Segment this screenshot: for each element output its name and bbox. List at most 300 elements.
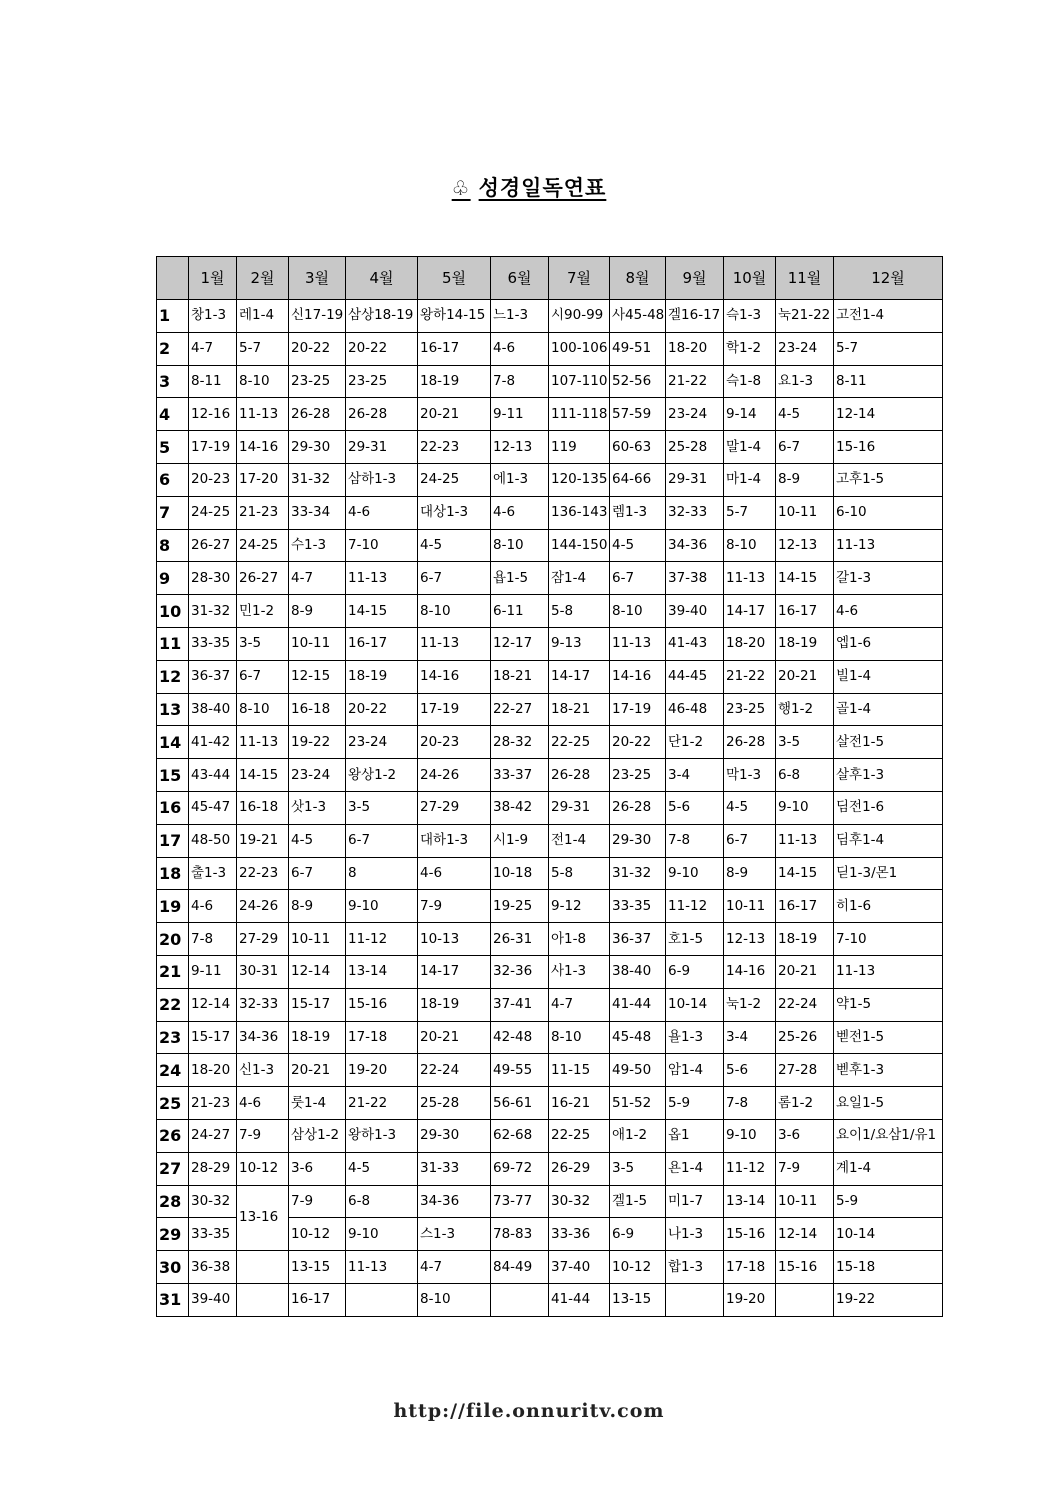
day-number: 26: [157, 1119, 189, 1152]
reading-cell: 말1-4: [724, 431, 776, 464]
reading-cell: 27-29: [237, 923, 289, 956]
title-wrapper: [452, 176, 607, 200]
reading-cell: 15-17: [289, 988, 346, 1021]
day-row: [157, 890, 943, 923]
footer-url: http://file.onnuritv.com: [393, 1400, 665, 1422]
reading-cell: 23-25: [610, 759, 666, 792]
reading-cell: 4-5: [289, 824, 346, 857]
reading-cell: 잠1-4: [549, 562, 610, 595]
reading-cell: 4-5: [776, 398, 834, 431]
day-number: 31: [157, 1283, 189, 1316]
day-number: 16: [157, 791, 189, 824]
reading-cell: 15-16: [776, 1251, 834, 1284]
day-number: 22: [157, 988, 189, 1021]
reading-cell: 6-7: [237, 660, 289, 693]
reading-cell: 6-7: [610, 562, 666, 595]
reading-cell: 8-10: [237, 365, 289, 398]
reading-cell: 100-106: [549, 332, 610, 365]
day-row: [157, 824, 943, 857]
reading-cell: 9-11: [189, 955, 237, 988]
reading-cell: 39-40: [189, 1283, 237, 1316]
reading-cell: 42-48: [491, 1021, 549, 1054]
reading-cell: 5-7: [237, 332, 289, 365]
reading-cell: 9-10: [346, 890, 418, 923]
reading-cell: 23-24: [289, 759, 346, 792]
reading-cell: 9-11: [491, 398, 549, 431]
reading-cell: 7-8: [491, 365, 549, 398]
reading-cell: 22-23: [418, 431, 491, 464]
reading-cell: 6-7: [724, 824, 776, 857]
reading-cell: 합1-3: [666, 1251, 724, 1284]
page-title: [0, 172, 1058, 202]
reading-cell: 33-35: [610, 890, 666, 923]
reading-cell: 3-6: [776, 1119, 834, 1152]
day-number: 4: [157, 398, 189, 431]
reading-cell: 41-43: [666, 627, 724, 660]
reading-cell: 26-27: [237, 562, 289, 595]
reading-cell: 8: [346, 857, 418, 890]
reading-cell: 31-32: [189, 595, 237, 628]
reading-cell: 30-31: [237, 955, 289, 988]
day-row: [157, 1251, 943, 1284]
reading-cell: 26-27: [189, 529, 237, 562]
reading-cell: 사45-48: [610, 300, 666, 333]
reading-cell: 사1-3: [549, 955, 610, 988]
reading-cell: 57-59: [610, 398, 666, 431]
reading-cell: 19-21: [237, 824, 289, 857]
reading-cell: 18-19: [776, 627, 834, 660]
reading-cell: 22-27: [491, 693, 549, 726]
reading-cell: 23-25: [346, 365, 418, 398]
reading-cell: 11-12: [724, 1152, 776, 1185]
reading-cell: 11-12: [666, 890, 724, 923]
reading-cell: 9-14: [724, 398, 776, 431]
reading-cell: 31-32: [610, 857, 666, 890]
reading-cell: 28-29: [189, 1152, 237, 1185]
reading-cell: 18-19: [776, 923, 834, 956]
reading-cell: 11-13: [776, 824, 834, 857]
month-header: 3월: [289, 257, 346, 300]
month-header: 1월: [189, 257, 237, 300]
reading-cell: 23-25: [289, 365, 346, 398]
reading-cell: 62-68: [491, 1119, 549, 1152]
reading-cell: 신17-19: [289, 300, 346, 333]
reading-cell: 14-15: [776, 857, 834, 890]
reading-cell: 69-72: [491, 1152, 549, 1185]
day-row: [157, 923, 943, 956]
reading-cell: 살전1-5: [834, 726, 943, 759]
reading-cell: 10-11: [724, 890, 776, 923]
reading-cell: 20-22: [346, 332, 418, 365]
reading-cell: 144-150: [549, 529, 610, 562]
day-number: 20: [157, 923, 189, 956]
reading-cell: 32-33: [666, 496, 724, 529]
reading-cell: 26-28: [610, 791, 666, 824]
reading-cell: 7-9: [418, 890, 491, 923]
reading-cell: 12-13: [776, 529, 834, 562]
reading-cell: 왕하1-3: [346, 1119, 418, 1152]
reading-cell: 26-28: [549, 759, 610, 792]
reading-cell: 4-5: [346, 1152, 418, 1185]
reading-cell: 13-15: [289, 1251, 346, 1284]
reading-cell: 38-40: [189, 693, 237, 726]
reading-cell: 27-29: [418, 791, 491, 824]
reading-cell: 38-40: [610, 955, 666, 988]
day-row: [157, 660, 943, 693]
reading-cell: 12-13: [724, 923, 776, 956]
reading-cell: 25-28: [418, 1087, 491, 1120]
reading-cell: 31-33: [418, 1152, 491, 1185]
reading-cell: 5-7: [724, 496, 776, 529]
reading-cell: 12-17: [491, 627, 549, 660]
day-number: 15: [157, 759, 189, 792]
reading-cell: [491, 1283, 549, 1316]
reading-cell: 10-12: [289, 1218, 346, 1251]
reading-cell: [237, 1251, 289, 1284]
reading-cell: 욥1-5: [491, 562, 549, 595]
reading-cell: 7-9: [776, 1152, 834, 1185]
day-row: [157, 1283, 943, 1316]
month-header: 8월: [610, 257, 666, 300]
day-number: 24: [157, 1054, 189, 1087]
day-row: [157, 1185, 943, 1218]
reading-cell: 20-21: [418, 398, 491, 431]
day-row: [157, 1152, 943, 1185]
month-header: 4월: [346, 257, 418, 300]
reading-cell: 5-6: [724, 1054, 776, 1087]
reading-cell: 17-18: [346, 1021, 418, 1054]
reading-cell: 에1-3: [491, 463, 549, 496]
day-row: [157, 1119, 943, 1152]
day-number: 3: [157, 365, 189, 398]
reading-cell: 출1-3: [189, 857, 237, 890]
reading-cell: 6-9: [610, 1218, 666, 1251]
reading-cell: 18-20: [666, 332, 724, 365]
reading-cell: 겔16-17: [666, 300, 724, 333]
reading-cell: 107-110: [549, 365, 610, 398]
reading-cell: 56-61: [491, 1087, 549, 1120]
reading-cell: 4-7: [549, 988, 610, 1021]
reading-cell: 34-36: [418, 1185, 491, 1218]
month-header: 5월: [418, 257, 491, 300]
corner-cell: [157, 257, 189, 300]
reading-cell: 롬1-2: [776, 1087, 834, 1120]
reading-cell: 6-7: [289, 857, 346, 890]
reading-cell: 행1-2: [776, 693, 834, 726]
reading-cell: 21-22: [724, 660, 776, 693]
reading-cell: 25-28: [666, 431, 724, 464]
reading-cell: 시90-99: [549, 300, 610, 333]
reading-cell: 느1-3: [491, 300, 549, 333]
reading-cell: 18-19: [418, 365, 491, 398]
reading-cell: 18-21: [549, 693, 610, 726]
reading-cell: 10-18: [491, 857, 549, 890]
reading-cell: 20-21: [776, 955, 834, 988]
reading-cell: 20-22: [346, 693, 418, 726]
day-row: [157, 791, 943, 824]
reading-cell: 24-26: [418, 759, 491, 792]
reading-cell: 4-6: [346, 496, 418, 529]
reading-cell: 38-42: [491, 791, 549, 824]
reading-cell: 3-6: [289, 1152, 346, 1185]
reading-cell: 13-14: [724, 1185, 776, 1218]
reading-cell: 26-28: [346, 398, 418, 431]
reading-cell: 3-5: [237, 627, 289, 660]
reading-cell: 13-14: [346, 955, 418, 988]
reading-cell: 26-28: [289, 398, 346, 431]
reading-cell: 16-17: [289, 1283, 346, 1316]
day-row: [157, 1021, 943, 1054]
reading-cell: 갈1-3: [834, 562, 943, 595]
reading-cell: 120-135: [549, 463, 610, 496]
reading-cell: 4-7: [189, 332, 237, 365]
reading-cell: 11-13: [237, 398, 289, 431]
reading-cell: 3-4: [724, 1021, 776, 1054]
reading-cell: 34-36: [237, 1021, 289, 1054]
reading-cell: 20-22: [610, 726, 666, 759]
day-row: [157, 595, 943, 628]
reading-cell: 3-5: [776, 726, 834, 759]
reading-cell: 4-6: [189, 890, 237, 923]
reading-cell: 11-13: [418, 627, 491, 660]
reading-cell: 20-22: [289, 332, 346, 365]
reading-cell: [237, 1283, 289, 1316]
reading-cell: 신1-3: [237, 1054, 289, 1087]
reading-cell: 27-28: [776, 1054, 834, 1087]
reading-cell: 29-31: [666, 463, 724, 496]
reading-cell: 8-10: [610, 595, 666, 628]
reading-cell: 6-9: [666, 955, 724, 988]
reading-cell: 9-10: [724, 1119, 776, 1152]
reading-cell: 15-16: [724, 1218, 776, 1251]
reading-cell: 39-40: [666, 595, 724, 628]
day-number: 25: [157, 1087, 189, 1120]
month-header: 7월: [549, 257, 610, 300]
day-row: [157, 759, 943, 792]
reading-cell: 16-21: [549, 1087, 610, 1120]
reading-cell: 요일1-5: [834, 1087, 943, 1120]
reading-cell: 20-23: [418, 726, 491, 759]
reading-cell: 33-35: [189, 627, 237, 660]
reading-cell: 21-23: [237, 496, 289, 529]
reading-cell: 7-8: [189, 923, 237, 956]
reading-cell: 37-41: [491, 988, 549, 1021]
reading-cell: 45-48: [610, 1021, 666, 1054]
reading-cell: 34-36: [666, 529, 724, 562]
reading-cell: 5-8: [549, 857, 610, 890]
reading-cell: 12-14: [189, 988, 237, 1021]
reading-cell: 12-15: [289, 660, 346, 693]
reading-cell: 22-23: [237, 857, 289, 890]
day-row: [157, 398, 943, 431]
reading-cell: 73-77: [491, 1185, 549, 1218]
day-row: [157, 726, 943, 759]
reading-cell: [666, 1283, 724, 1316]
reading-cell: 10-14: [834, 1218, 943, 1251]
reading-cell: 6-7: [418, 562, 491, 595]
reading-cell: 4-6: [491, 332, 549, 365]
reading-cell: 119: [549, 431, 610, 464]
reading-cell: 18-19: [289, 1021, 346, 1054]
reading-cell: 29-31: [549, 791, 610, 824]
reading-cell: 3-5: [610, 1152, 666, 1185]
day-number: 21: [157, 955, 189, 988]
reading-cell: 벧후1-3: [834, 1054, 943, 1087]
reading-cell: 딤전1-6: [834, 791, 943, 824]
reading-cell: 49-51: [610, 332, 666, 365]
reading-cell: 8-9: [289, 890, 346, 923]
reading-cell: 41-44: [549, 1283, 610, 1316]
reading-cell: 8-10: [418, 1283, 491, 1316]
month-header: 2월: [237, 257, 289, 300]
reading-cell: 23-24: [776, 332, 834, 365]
header-row: [157, 257, 943, 300]
reading-cell: 요이1/요삼1/유1: [834, 1119, 943, 1152]
title-text: 성경일독연표: [478, 176, 607, 200]
reading-cell: 23-24: [346, 726, 418, 759]
reading-cell: 9-13: [549, 627, 610, 660]
reading-cell: 24-25: [189, 496, 237, 529]
reading-cell: 51-52: [610, 1087, 666, 1120]
reading-cell: 43-44: [189, 759, 237, 792]
day-row: [157, 332, 943, 365]
reading-cell: 단1-2: [666, 726, 724, 759]
reading-cell: [776, 1283, 834, 1316]
reading-cell: 64-66: [610, 463, 666, 496]
day-row: [157, 496, 943, 529]
reading-cell: 16-17: [346, 627, 418, 660]
reading-cell: 22-25: [549, 1119, 610, 1152]
reading-cell: 빌1-4: [834, 660, 943, 693]
reading-cell: 33-36: [549, 1218, 610, 1251]
reading-cell: 19-20: [724, 1283, 776, 1316]
day-number: 17: [157, 824, 189, 857]
reading-cell: 슥1-3: [724, 300, 776, 333]
day-number: 12: [157, 660, 189, 693]
reading-cell: 약1-5: [834, 988, 943, 1021]
reading-cell: 12-14: [834, 398, 943, 431]
reading-cell: 아1-8: [549, 923, 610, 956]
day-number: 13: [157, 693, 189, 726]
month-header: 10월: [724, 257, 776, 300]
reading-cell: 스1-3: [418, 1218, 491, 1251]
reading-cell: 10-13: [418, 923, 491, 956]
reading-cell: 11-13: [834, 529, 943, 562]
reading-cell: 16-17: [776, 890, 834, 923]
reading-cell: 6-8: [346, 1185, 418, 1218]
reading-cell: 수1-3: [289, 529, 346, 562]
day-number: 8: [157, 529, 189, 562]
day-row: [157, 365, 943, 398]
reading-cell: [346, 1283, 418, 1316]
reading-cell: 대상1-3: [418, 496, 491, 529]
reading-cell: 14-17: [549, 660, 610, 693]
reading-cell: 애1-2: [610, 1119, 666, 1152]
reading-cell: 17-19: [189, 431, 237, 464]
reading-cell: 37-38: [666, 562, 724, 595]
reading-cell: 4-6: [491, 496, 549, 529]
day-row: [157, 857, 943, 890]
reading-cell: 5-7: [834, 332, 943, 365]
reading-cell: 7-10: [346, 529, 418, 562]
reading-cell: 24-25: [418, 463, 491, 496]
reading-cell: 3-5: [346, 791, 418, 824]
day-number: 14: [157, 726, 189, 759]
reading-cell: 삼상18-19: [346, 300, 418, 333]
reading-cell: 19-22: [834, 1283, 943, 1316]
reading-cell: 9-10: [776, 791, 834, 824]
reading-cell: 11-13: [346, 562, 418, 595]
reading-cell: 24-25: [237, 529, 289, 562]
reading-cell: 15-17: [189, 1021, 237, 1054]
reading-cell: 삿1-3: [289, 791, 346, 824]
reading-cell: 11-13: [724, 562, 776, 595]
reading-cell: 78-83: [491, 1218, 549, 1251]
reading-cell: 52-56: [610, 365, 666, 398]
reading-cell: 21-23: [189, 1087, 237, 1120]
reading-cell: 12-16: [189, 398, 237, 431]
reading-cell: 37-40: [549, 1251, 610, 1284]
day-number: 7: [157, 496, 189, 529]
reading-cell: 26-31: [491, 923, 549, 956]
reading-cell: 학1-2: [724, 332, 776, 365]
reading-cell: 20-21: [776, 660, 834, 693]
day-row: [157, 955, 943, 988]
reading-cell: 60-63: [610, 431, 666, 464]
reading-cell: 8-10: [491, 529, 549, 562]
reading-cell: 29-31: [346, 431, 418, 464]
reading-cell: 8-10: [237, 693, 289, 726]
day-number: 11: [157, 627, 189, 660]
reading-cell: 6-8: [776, 759, 834, 792]
reading-cell: 26-28: [724, 726, 776, 759]
reading-cell: 16-18: [289, 693, 346, 726]
reading-cell: 49-55: [491, 1054, 549, 1087]
reading-cell: 렘1-3: [610, 496, 666, 529]
day-number: 2: [157, 332, 189, 365]
reading-cell: 룻1-4: [289, 1087, 346, 1120]
reading-cell: 5-9: [834, 1185, 943, 1218]
reading-cell: 4-7: [418, 1251, 491, 1284]
day-row: [157, 529, 943, 562]
reading-cell: 암1-4: [666, 1054, 724, 1087]
reading-cell: 33-37: [491, 759, 549, 792]
reading-cell: 17-19: [418, 693, 491, 726]
reading-cell: 5-6: [666, 791, 724, 824]
reading-cell: 14-15: [346, 595, 418, 628]
reading-cell: 8-9: [724, 857, 776, 890]
reading-cell: 11-15: [549, 1054, 610, 1087]
reading-cell: 11-13: [237, 726, 289, 759]
reading-cell: 17-20: [237, 463, 289, 496]
day-number: 6: [157, 463, 189, 496]
reading-cell: 30-32: [189, 1185, 237, 1218]
reading-cell: 레1-4: [237, 300, 289, 333]
reading-cell: 24-27: [189, 1119, 237, 1152]
reading-cell: 14-17: [724, 595, 776, 628]
day-number: 9: [157, 562, 189, 595]
reading-cell: 25-26: [776, 1021, 834, 1054]
reading-cell: 32-33: [237, 988, 289, 1021]
reading-cell: 44-45: [666, 660, 724, 693]
reading-cell: 8-10: [549, 1021, 610, 1054]
reading-cell: 4-6: [418, 857, 491, 890]
day-row: [157, 1087, 943, 1120]
reading-cell: 4-5: [610, 529, 666, 562]
reading-cell: 7-10: [834, 923, 943, 956]
reading-cell: 3-4: [666, 759, 724, 792]
club-icon: ♧: [451, 176, 471, 200]
